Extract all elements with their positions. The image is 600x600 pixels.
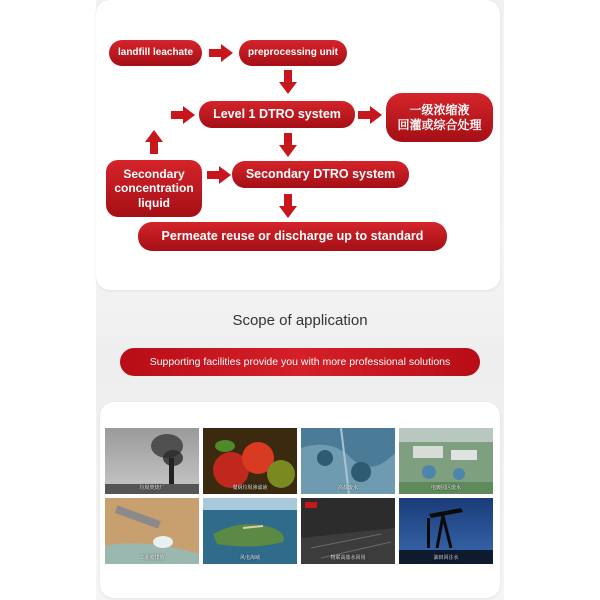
arrow-down-icon	[279, 194, 297, 218]
gallery-item[interactable]	[301, 428, 395, 494]
arrow-right-icon	[209, 44, 233, 62]
gallery-item[interactable]	[399, 498, 493, 564]
gallery-caption: 物联高盐水回用	[330, 555, 366, 561]
gallery-caption: 餐厨垃圾渗滤液	[232, 485, 268, 491]
arrow-right-icon	[358, 106, 382, 124]
arrow-down-icon	[279, 70, 297, 94]
permeate-discharge-node: Permeate reuse or discharge up to standard	[138, 222, 447, 251]
secondary-dtro-node: Secondary DTRO system	[232, 161, 409, 188]
arrow-right-icon	[171, 106, 195, 124]
gallery-item[interactable]	[203, 498, 297, 564]
level1-dtro-node: Level 1 DTRO system	[199, 101, 355, 128]
solutions-banner: Supporting facilities provide you with more professional solutions	[120, 348, 480, 376]
primary-concentrate-node: 一级浓缩液 回灌或综合处理	[386, 93, 493, 142]
arrow-up-icon	[145, 130, 163, 154]
preprocessing-unit-node: preprocessing unit	[239, 40, 347, 66]
arrow-right-icon	[207, 166, 231, 184]
gallery-item[interactable]	[301, 498, 395, 564]
section-title: Scope of application	[232, 312, 368, 329]
secondary-concentration-liquid-node: Secondary concentration liquid	[106, 160, 202, 217]
arrow-down-icon	[279, 133, 297, 157]
gallery-caption: 电镀园区废水	[430, 485, 461, 491]
landfill-leachate-node: landfill leachate	[109, 40, 202, 66]
gallery-item[interactable]	[105, 498, 199, 564]
gallery-caption: 工业废排放	[139, 555, 165, 561]
gallery-caption: 高盐废水	[337, 485, 358, 491]
gallery-item[interactable]	[399, 428, 493, 494]
gallery-caption: 油田回注水	[433, 555, 459, 561]
gallery-item[interactable]	[105, 428, 199, 494]
gallery-item[interactable]	[203, 428, 297, 494]
gallery-caption: 风电海域	[239, 555, 260, 561]
gallery-caption: 垃圾焚烧厂	[139, 485, 165, 491]
